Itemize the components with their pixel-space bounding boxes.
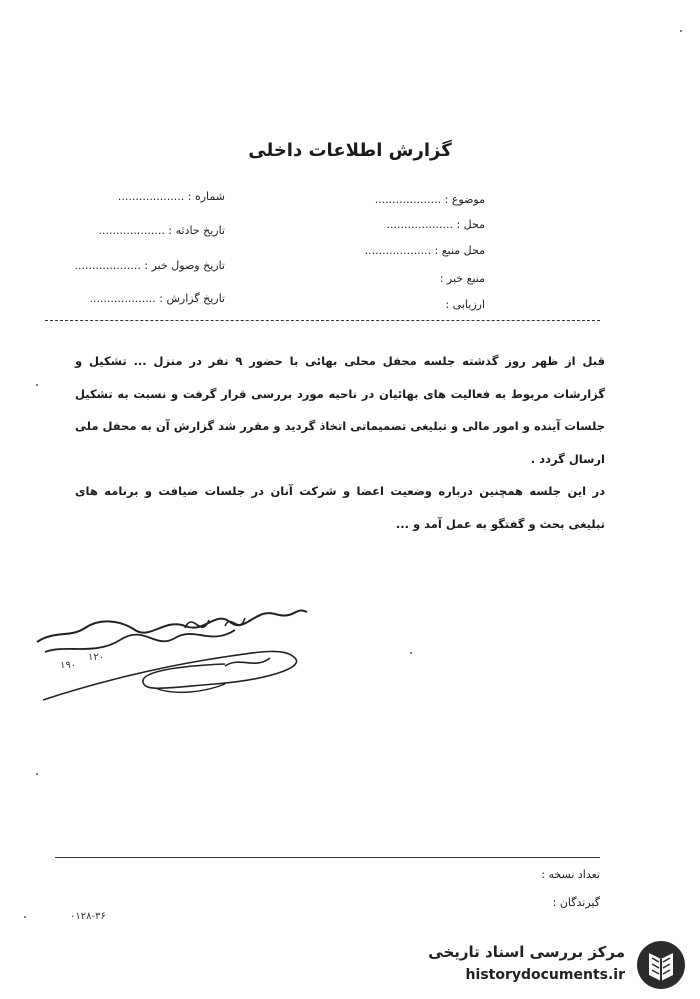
field-evaluation-label: ارزیابی [452, 298, 485, 311]
field-location: محل : ................... [386, 218, 485, 231]
field-source-place: محل منبع : ................... [364, 244, 485, 257]
field-report-date: تاریخ گزارش : ................... [89, 292, 225, 305]
recipients-label: گیرندگان : [552, 896, 600, 909]
field-received-date: تاریخ وصول خبر : ................... [74, 259, 225, 272]
field-number: شماره : ................... [117, 190, 225, 203]
watermark-url: historydocuments.ir [465, 967, 625, 983]
footer-divider [55, 857, 600, 858]
body-paragraph: در این جلسه همچنین درباره وضعیت اعضا و شرکت آنان در جلسات ضیافت و برنامه های تبلیغی بحث و گفتگو به عمل آمد و ... [75, 484, 605, 531]
scan-speck [24, 916, 26, 918]
field-received-date-label: تاریخ وصول خبر [151, 259, 225, 272]
watermark [420, 935, 695, 995]
field-incident-date-dots: ................... [98, 224, 165, 237]
stamp-mark: ۱۲۰ [88, 652, 105, 663]
document-number: ۰۱۲۸-۳۶ [70, 911, 106, 922]
field-number-label: شماره [194, 190, 225, 203]
body-paragraph: قبل از ظهر روز گذشته جلسه محفل محلی بهائی با حضور ۹ نفر در منزل ... تشکیل و گزارشات مربوط به فعالیت های بهائیان در ناحیه مورد بررسی قرار گرفت و نسبت به تشکیل جلسات آینده و امور مالی و تبلیغی تصمیماتی اتخاذ گردید و مقرر شد گزارش آن به محفل ملی ارسال گردد . [75, 354, 605, 466]
field-subject: موضوع : ................... [374, 193, 485, 206]
field-report-date-dots: ................... [89, 292, 156, 305]
scan-speck [36, 384, 38, 386]
scan-speck [410, 652, 412, 654]
field-subject-label: موضوع [451, 193, 485, 206]
book-logo-icon [635, 939, 687, 991]
field-number-dots: ................... [117, 190, 185, 203]
scan-speck [680, 30, 682, 32]
watermark-title: مرکز بررسی اسناد تاریخی [428, 943, 625, 961]
field-news-source-label: منبع خبر [446, 272, 485, 285]
field-report-date-label: تاریخ گزارش [166, 292, 225, 305]
scan-speck [36, 773, 38, 775]
field-subject-dots: ................... [374, 193, 442, 206]
field-location-dots: ................... [386, 218, 453, 231]
field-incident-date: تاریخ حادثه : ................... [98, 224, 225, 237]
field-location-label: محل [463, 218, 485, 231]
header-divider [45, 320, 600, 321]
report-body [75, 345, 605, 541]
handwritten-signature [25, 600, 315, 710]
field-incident-date-label: تاریخ حادثه [175, 224, 225, 237]
field-evaluation: ارزیابی : [445, 298, 485, 311]
stamp-mark: ۱۹۰ [60, 660, 77, 671]
field-received-date-dots: ................... [74, 259, 141, 272]
copies-label: تعداد نسخه : [541, 868, 600, 881]
field-source-place-label: محل منبع [441, 244, 485, 257]
document-title: گزارش اطلاعات داخلی [248, 140, 452, 161]
field-news-source: منبع خبر : [439, 272, 485, 285]
field-source-place-dots: ................... [364, 244, 432, 257]
